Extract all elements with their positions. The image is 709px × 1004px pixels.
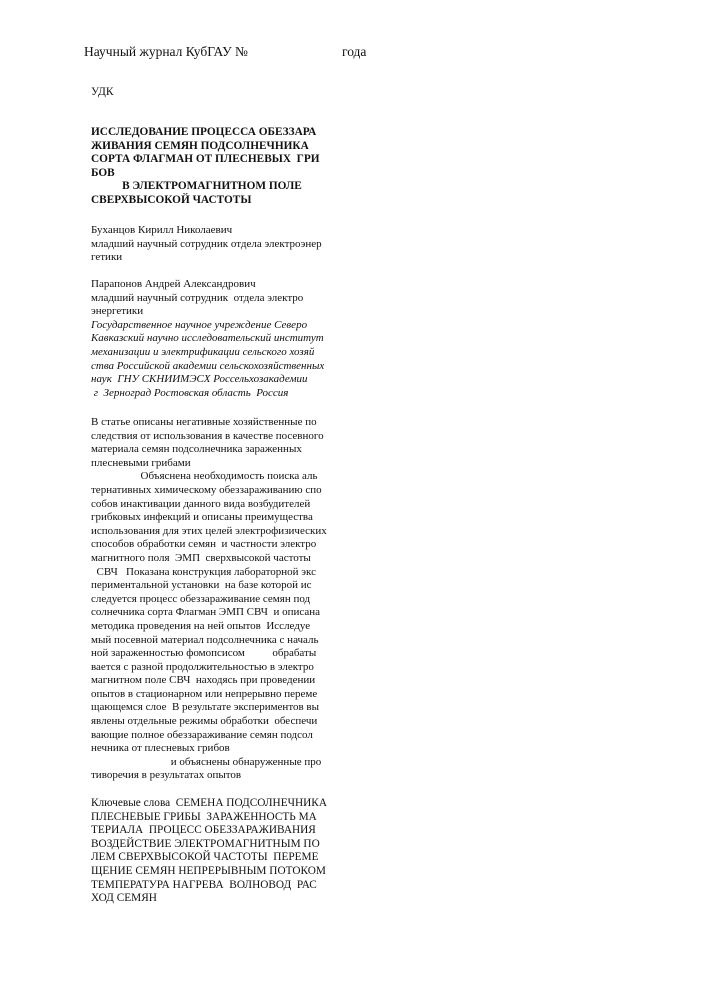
abstract-line: нечника от плесневых грибов (91, 742, 230, 755)
author-position: гетики (91, 251, 123, 264)
abstract-line: следуется процесс обеззараживание семян под (91, 592, 311, 605)
abstract-line: собов инактивации данного вида возбудителей (91, 497, 311, 510)
keywords-line: ТЕМПЕРАТУРА НАГРЕВА ВОЛНОВОД РАС (91, 878, 317, 891)
title-line: СОРТА ФЛАГМАН ОТ ПЛЕСНЕВЫХ ГРИ (91, 153, 320, 166)
abstract-line: плесневыми грибами (91, 456, 191, 469)
keywords-line: ВОЗДЕЙСТВИЕ ЭЛЕКТРОМАГНИТНЫМ ПО (91, 837, 320, 850)
org-line: Государственное научное учреждение Северо (91, 318, 308, 331)
abstract-line: солнечника сорта Флагман ЭМП СВЧ и описана (91, 606, 321, 619)
abstract-line: следствия от использования в качестве посевного (91, 429, 324, 442)
abstract-line: тернативных химическому обеззараживанию спо (91, 483, 322, 496)
abstract-line: мый посевной материал подсолнечника с началь (91, 633, 319, 646)
abstract-line: щающемся слое В результате экспериментов вы (91, 701, 320, 714)
author-position: младший научный сотрудник отдела электро (91, 291, 304, 304)
year-word: года (342, 44, 367, 59)
keywords-line: ХОД СЕМЯН (91, 892, 157, 905)
author-position: энергетики (91, 305, 144, 318)
title-line: БОВ (91, 166, 115, 179)
org-line: Кавказский научно исследовательский институт (91, 332, 324, 345)
abstract-line: периментальной установки на базе которой ис (91, 579, 312, 592)
abstract-line: СВЧ Показана конструкция лабораторной экс (91, 565, 316, 578)
abstract-line: вается с разной продолжительностью в электро (91, 660, 314, 673)
org-line: г Зерноград Ростовская область Россия (91, 386, 289, 399)
keywords-line: Ключевые слова СЕМЕНА ПОДСОЛНЕЧНИКА (91, 797, 327, 809)
abstract-line: магнитного поля ЭМП сверхвысокой частоты (91, 551, 311, 564)
abstract-line: использования для этих целей электрофизических (91, 524, 327, 537)
title-line: ИССЛЕДОВАНИЕ ПРОЦЕССА ОБЕЗЗАРА (91, 126, 317, 138)
author-block-2 (91, 278, 361, 400)
abstract-line: способов обработки семян и частности электро (91, 538, 317, 551)
org-line: наук ГНУ СКНИИМЭСХ Россельхозакадемии (91, 373, 308, 386)
udk-label: УДК (91, 86, 114, 98)
article-title (91, 126, 361, 208)
abstract-line: ной зараженностью фомопсисом обрабаты (91, 647, 317, 660)
keywords-line: ТЕРИАЛА ПРОЦЕСС ОБЕЗЗАРАЖИВАНИЯ (91, 824, 316, 837)
title-line: ЖИВАНИЯ СЕМЯН ПОДСОЛНЕЧНИКА (91, 139, 309, 152)
abstract-line: магнитном поле СВЧ находясь при проведении (91, 674, 316, 687)
org-line: ства Российской академии сельскохозяйственных (91, 359, 325, 372)
title-line: СВЕРХВЫСОКОЙ ЧАСТОТЫ (91, 193, 252, 206)
author-name: Парапонов Андрей Александрович (91, 278, 256, 290)
journal-header (84, 44, 367, 60)
keywords (91, 797, 361, 906)
abstract-line: явлены отдельные режимы обработки обеспечи (91, 715, 318, 728)
author-name: Буханцов Кирилл Николаевич (91, 224, 233, 236)
abstract-line: В статье описаны негативные хозяйственные по (91, 416, 317, 428)
abstract (91, 416, 361, 783)
abstract-line: и объяснены обнаруженные про (91, 755, 322, 768)
abstract-line: Объяснена необходимость поиска аль (91, 470, 318, 483)
keywords-line: ЛЕМ СВЕРХВЫСОКОЙ ЧАСТОТЫ ПЕРЕМЕ (91, 851, 319, 864)
title-line: В ЭЛЕКТРОМАГНИТНОМ ПОЛЕ (91, 180, 302, 193)
abstract-line: опытов в стационарном или непрерывно переме (91, 687, 318, 700)
keywords-line: ЩЕНИЕ СЕМЯН НЕПРЕРЫВНЫМ ПОТОКОМ (91, 864, 326, 877)
org-line: механизации и электрификации сельского хозяй (91, 345, 315, 358)
abstract-line: материала семян подсолнечника зараженных (91, 443, 302, 456)
keywords-line: ПЛЕСНЕВЫЕ ГРИБЫ ЗАРАЖЕННОСТЬ МА (91, 810, 317, 823)
author-block-1 (91, 224, 361, 265)
journal-name: Научный журнал КубГАУ № (84, 44, 248, 59)
abstract-line: грибковых инфекций и описаны преимущества (91, 511, 313, 524)
abstract-line: вающие полное обеззараживание семян подсол (91, 728, 313, 741)
author-position: младший научный сотрудник отдела электроэнер (91, 237, 322, 250)
author-organization (91, 319, 361, 401)
abstract-line: тиворечия в результатах опытов (91, 769, 242, 782)
abstract-line: методика проведения на ней опытов Исследуе (91, 619, 311, 632)
